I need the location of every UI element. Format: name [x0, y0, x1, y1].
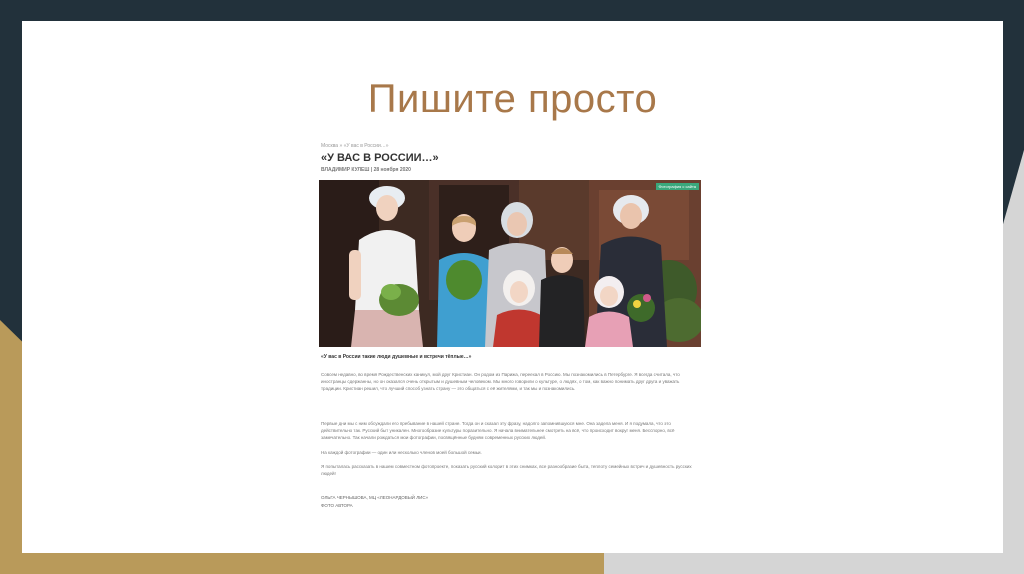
- family-photo: [319, 180, 701, 347]
- photo-badge: Фотография с сайта: [656, 183, 699, 190]
- article-screenshot: [319, 143, 701, 513]
- article-signature: ОЛЬГА ЧЕРНЫШОВА, МЦ «ЛЕОНАРДОВЫЙ ЛИС»: [321, 495, 429, 500]
- article-paragraph: Я попыталась рассказать в нашем совместном фотопроекте, показать русский колорит в этих снимках, все разнообразие быта, теплоту семейных встреч и душевность русских людей!: [321, 464, 692, 476]
- article-lead: «У вас в России такие люди душевные и встречи тёплые…»: [321, 354, 472, 360]
- article-paragraph: На каждой фотографии — один или несколько членов моей большой семьи.: [321, 450, 482, 455]
- breadcrumb[interactable]: Москва » «У вас в России…»: [321, 143, 389, 149]
- slide: [22, 21, 1003, 553]
- article-paragraph: Первые дни мы с ним обсуждали его пребывание в нашей стране. Тогда он и сказал эту фразу, надолго запомнившуюся мне. Она задела меня. И я подумала, что это действительно так. Русский быт уникален. Многообразие культуры поразительно. Я начала внимательнее смотреть на всё, что происходит вокруг меня. Бесспорно, всё замечательно. Так начали рождаться мои фотографии, посвящённые будням современных русских людей.: [321, 421, 675, 440]
- photo-credit: ФОТО АВТОРА: [321, 503, 353, 508]
- article-title: «У ВАС В РОССИИ…»: [321, 152, 439, 164]
- slide-title: Пишите просто: [367, 77, 658, 121]
- family-photo-illustration: [319, 180, 701, 347]
- article-byline: ВЛАДИМИР КУЛЕШ | 28 ноября 2020: [321, 167, 411, 173]
- article-paragraph: Совсем недавно, во время Рождественских каникул, мой друг Кристиан. Он родом из Парижа, переехал в Россию. Мы познакомились в Петербурге. Я всегда считала, что иностранцы сдержанны, но он оказался очень открытым и душевным человеком. Мы много говорили о культуре, о людях, о том, как важно понимать друг друга и уважать традиции. Кристиан решил, что лучший способ узнать страну — это общаться с её жителями, и так мы и познакомились.: [321, 372, 680, 391]
